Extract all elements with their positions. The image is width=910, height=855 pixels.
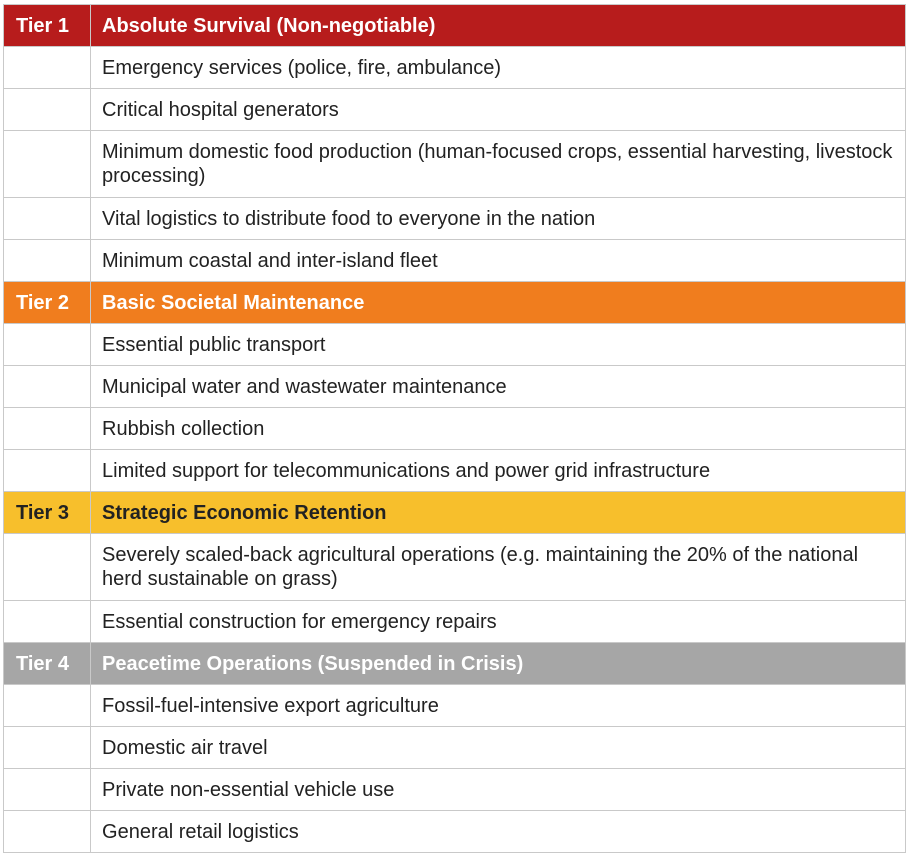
table-row: [4, 601, 906, 643]
tier-item: Critical hospital generators: [91, 89, 906, 131]
tier-item: Limited support for telecommunications and power grid infrastructure: [91, 450, 906, 492]
tier-2-header-row: [4, 282, 906, 324]
empty-cell: [4, 89, 91, 131]
tier-3-header-row: [4, 492, 906, 534]
tier-item: Essential public transport: [91, 324, 906, 366]
empty-cell: [4, 727, 91, 769]
tier-label: Tier 1: [4, 5, 91, 47]
table-row: [4, 324, 906, 366]
tier-item: Private non-essential vehicle use: [91, 769, 906, 811]
tier-item: Minimum domestic food production (human-focused crops, essential harvesting, livestock processing): [91, 131, 906, 198]
table-row: [4, 408, 906, 450]
empty-cell: [4, 131, 91, 198]
table-row: [4, 727, 906, 769]
tier-label: Tier 4: [4, 643, 91, 685]
empty-cell: [4, 324, 91, 366]
empty-cell: [4, 601, 91, 643]
table-row: [4, 240, 906, 282]
tier-item: Rubbish collection: [91, 408, 906, 450]
table-row: [4, 47, 906, 89]
table-row: [4, 198, 906, 240]
tier-title: Peacetime Operations (Suspended in Crisis): [91, 643, 906, 685]
tier-title: Strategic Economic Retention: [91, 492, 906, 534]
priority-tiers-table: [3, 4, 906, 853]
tier-item: General retail logistics: [91, 811, 906, 853]
empty-cell: [4, 534, 91, 601]
empty-cell: [4, 198, 91, 240]
table-row: [4, 89, 906, 131]
table-row: [4, 131, 906, 198]
empty-cell: [4, 240, 91, 282]
empty-cell: [4, 769, 91, 811]
tier-label: Tier 3: [4, 492, 91, 534]
empty-cell: [4, 450, 91, 492]
tier-1-header-row: [4, 5, 906, 47]
table-row: [4, 769, 906, 811]
tier-title: Basic Societal Maintenance: [91, 282, 906, 324]
tier-label: Tier 2: [4, 282, 91, 324]
tier-item: Emergency services (police, fire, ambulance): [91, 47, 906, 89]
tier-item: Fossil-fuel-intensive export agriculture: [91, 685, 906, 727]
empty-cell: [4, 811, 91, 853]
tier-title: Absolute Survival (Non-negotiable): [91, 5, 906, 47]
tier-item: Municipal water and wastewater maintenance: [91, 366, 906, 408]
empty-cell: [4, 47, 91, 89]
table-row: [4, 534, 906, 601]
tier-item: Domestic air travel: [91, 727, 906, 769]
table-row: [4, 450, 906, 492]
empty-cell: [4, 366, 91, 408]
tier-item: Severely scaled-back agricultural operations (e.g. maintaining the 20% of the national herd sustainable on grass): [91, 534, 906, 601]
tier-item: Minimum coastal and inter-island fleet: [91, 240, 906, 282]
table-row: [4, 366, 906, 408]
table-row: [4, 685, 906, 727]
empty-cell: [4, 685, 91, 727]
table-row: [4, 811, 906, 853]
tier-item: Essential construction for emergency repairs: [91, 601, 906, 643]
empty-cell: [4, 408, 91, 450]
tier-item: Vital logistics to distribute food to everyone in the nation: [91, 198, 906, 240]
tier-4-header-row: [4, 643, 906, 685]
